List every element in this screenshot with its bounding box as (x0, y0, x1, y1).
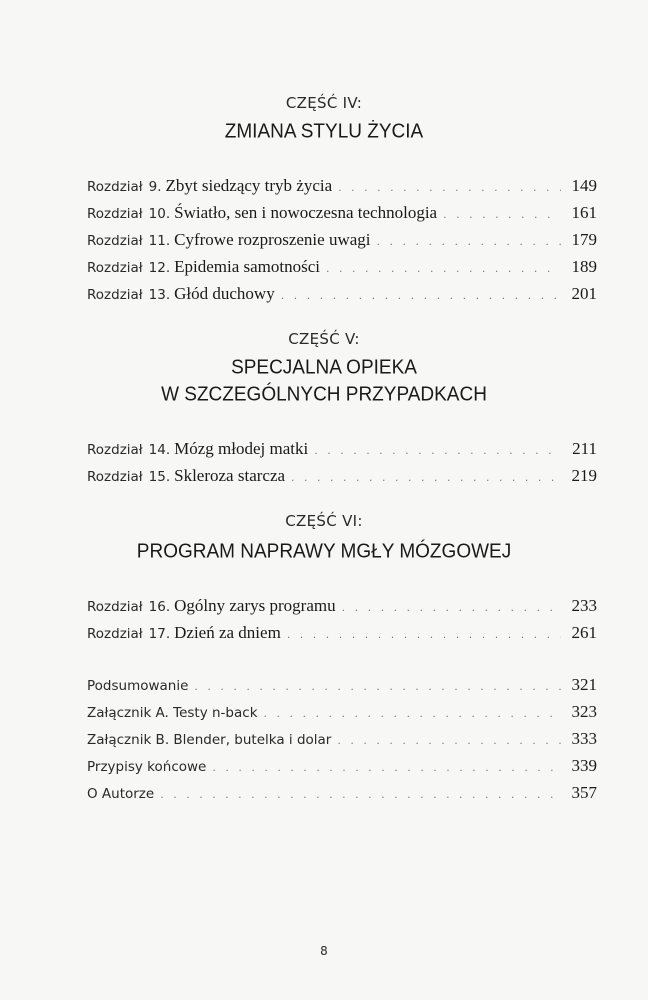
back-matter-title: Przypisy końcowe (87, 759, 207, 775)
chapter-prefix: Rozdział (87, 260, 143, 276)
toc-row[interactable] (87, 725, 597, 752)
toc-row[interactable] (87, 671, 597, 698)
part-5-chapter-list (87, 435, 597, 489)
part-4-label: CZĘŚĆ IV: (285, 94, 363, 112)
chapter-page: 189 (571, 257, 597, 276)
chapter-title: Epidemia samotności (174, 257, 321, 276)
toc-row[interactable] (87, 752, 597, 779)
chapter-title: Dzień za dniem (174, 623, 281, 642)
toc-row[interactable] (87, 462, 597, 489)
back-matter-page: 333 (571, 729, 597, 748)
part-6-chapter-list (87, 592, 597, 646)
chapter-title: Cyfrowe rozproszenie uwagi (174, 230, 371, 249)
chapter-prefix: Rozdział (87, 469, 143, 485)
chapter-number: 10. (148, 206, 171, 222)
page-number: 8 (320, 944, 328, 958)
chapter-prefix: Rozdział (87, 233, 143, 249)
chapter-title: Zbyt siedzący tryb życia (165, 176, 333, 195)
dot-leader (326, 255, 561, 282)
chapter-prefix: Rozdział (87, 287, 143, 303)
dot-leader (264, 700, 561, 727)
chapter-prefix: Rozdział (87, 599, 143, 615)
toc-row[interactable] (87, 199, 597, 226)
toc-row[interactable] (87, 592, 597, 619)
toc-row[interactable] (87, 172, 597, 199)
dot-leader (337, 727, 561, 754)
chapter-number: 13. (148, 287, 171, 303)
dot-leader (377, 228, 562, 255)
chapter-prefix: Rozdział (87, 442, 143, 458)
toc-row[interactable] (87, 226, 597, 253)
dot-leader (342, 594, 561, 621)
chapter-title: Skleroza starcza (174, 466, 286, 485)
dot-leader (287, 621, 561, 648)
chapter-page: 211 (572, 439, 597, 458)
back-matter-page: 323 (571, 702, 597, 721)
back-matter-title: O Autorze (87, 786, 155, 802)
part-6-label: CZĘŚĆ VI: (285, 512, 363, 530)
back-matter-title: Podsumowanie (87, 678, 189, 694)
back-matter-title: Załącznik A. Testy n-back (87, 705, 258, 721)
chapter-page: 233 (571, 596, 597, 615)
back-matter-page: 339 (571, 756, 597, 775)
chapter-page: 179 (571, 230, 597, 249)
chapter-page: 219 (571, 466, 597, 485)
dot-leader (160, 781, 561, 808)
chapter-number: 14. (148, 442, 171, 458)
chapter-number: 17. (148, 626, 171, 642)
chapter-prefix: Rozdział (87, 179, 143, 195)
chapter-prefix: Rozdział (87, 206, 143, 222)
chapter-prefix: Rozdział (87, 626, 143, 642)
chapter-number: 16. (148, 599, 171, 615)
chapter-page: 261 (571, 623, 597, 642)
dot-leader (212, 754, 561, 781)
back-matter-title: Załącznik B. Blender, butelka i dolar (87, 732, 332, 748)
dot-leader (291, 464, 561, 491)
dot-leader (194, 673, 561, 700)
chapter-number: 9. (148, 179, 162, 195)
chapter-page: 201 (571, 284, 597, 303)
chapter-title: Światło, sen i nowoczesna technologia (174, 203, 438, 222)
chapter-number: 15. (148, 469, 171, 485)
toc-row[interactable] (87, 779, 597, 806)
part-6-title: PROGRAM NAPRAWY MGŁY MÓZGOWEJ (136, 540, 512, 563)
toc-row[interactable] (87, 253, 597, 280)
part-5-title-line-1: SPECJALNA OPIEKA (231, 356, 417, 379)
toc-row[interactable] (87, 619, 597, 646)
chapter-title: Mózg młodej matki (174, 439, 309, 458)
toc-row[interactable] (87, 698, 597, 725)
back-matter-page: 321 (571, 675, 597, 694)
chapter-number: 11. (148, 233, 171, 249)
chapter-title: Głód duchowy (174, 284, 275, 303)
chapter-title: Ogólny zarys programu (174, 596, 336, 615)
chapter-page: 149 (571, 176, 597, 195)
dot-leader (443, 201, 561, 228)
back-matter-list (87, 671, 597, 806)
dot-leader (338, 174, 561, 201)
chapter-page: 161 (571, 203, 597, 222)
part-4-title: ZMIANA STYLU ŻYCIA (224, 120, 424, 143)
dot-leader (281, 282, 561, 309)
part-5-title-line-2: W SZCZEGÓLNYCH PRZYPADKACH (161, 383, 487, 406)
chapter-number: 12. (148, 260, 171, 276)
back-matter-page: 357 (571, 783, 597, 802)
part-5-label: CZĘŚĆ V: (288, 330, 360, 348)
toc-row[interactable] (87, 280, 597, 307)
dot-leader (314, 437, 561, 464)
toc-row[interactable] (87, 435, 597, 462)
part-4-chapter-list (87, 172, 597, 307)
